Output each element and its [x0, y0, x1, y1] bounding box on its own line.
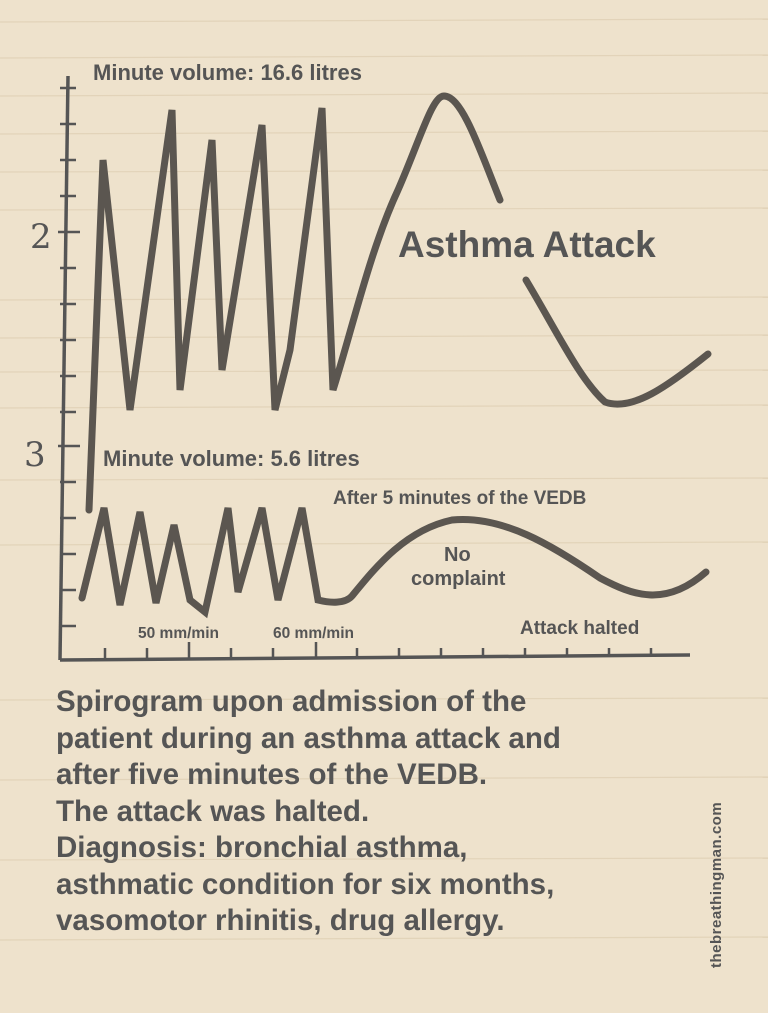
caption-line: after five minutes of the VEDB. [56, 758, 488, 791]
no-complaint-label-2: complaint [411, 568, 506, 590]
website-watermark: thebreathingman.com [708, 801, 725, 968]
y-axis [60, 76, 68, 660]
series-line-after [82, 508, 706, 612]
y-tick-label-2: 2 [30, 217, 52, 257]
speed-label-50: 50 mm/min [138, 625, 219, 642]
after-vedb-label: After 5 minutes of the VEDB [333, 488, 587, 509]
caption-line: patient during an asthma attack and [56, 721, 561, 755]
chart-title: Asthma Attack [398, 224, 656, 265]
bottom-minute-volume: Minute volume: 5.6 litres [103, 446, 360, 471]
caption-line: vasomotor rhinitis, drug allergy. [56, 904, 505, 937]
top-minute-volume: Minute volume: 16.6 litres [93, 60, 362, 85]
caption-line: Spirogram upon admission of the [56, 685, 527, 718]
speed-label-60: 60 mm/min [273, 625, 354, 642]
attack-halted-label: Attack halted [520, 618, 640, 639]
caption-line: The attack was halted. [56, 794, 370, 828]
no-complaint-label-1: No [444, 544, 471, 566]
y-tick-label-3: 3 [24, 435, 46, 475]
figure-caption [56, 684, 696, 940]
caption-line: Diagnosis: bronchial asthma, [56, 831, 468, 864]
x-axis [60, 655, 690, 660]
series-line-admission-descent [526, 280, 708, 404]
caption-line: asthmatic condition for six months, [56, 867, 555, 901]
